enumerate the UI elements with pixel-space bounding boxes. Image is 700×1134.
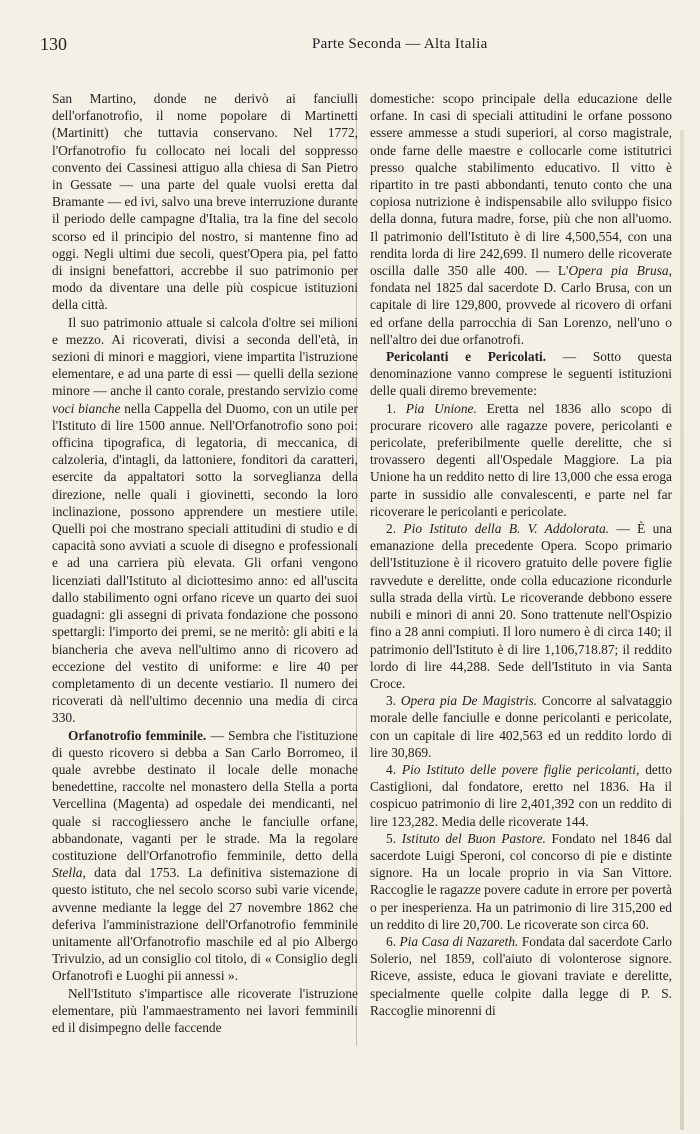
list-item: 2. Pio Istituto della B. V. Addolorata. — È una emanazione della precedente Opera. Scopo primario dell'Istituzione è il ricovero gratuito delle povere figlie ravvedute e derelitte, onde colla educazione ricondurle sulla strada della virtù. Le ricoverande debbono essere nubili e minori di anni 20. Sono trattenute nell'Ospizio fino a 28 anni compiuti. Il loro numero è di circa 140; il patrimonio dell'Istituto è di lire 1,106,718.87; il reddito lordo di lire 44,288. Sede dell'Istituto in via Santa Croce. [370,521,672,691]
list-item: 5. Istituto del Buon Pastore. Fondato nel 1846 dal sacerdote Luigi Speroni, col concorso di pie e distinte signore. Ha un locale proprio in via San Vittore. Raccoglie le ragazze povere cadute in errore per povertà o per inesperienza. Ha un patrimonio di lire 315,200 ed un reddito di lire 20,700. Le ricoverate son circa 60. [370,830,672,932]
running-title: Parte Seconda — Alta Italia [312,36,488,52]
paragraph: domestiche: scopo principale della educazione delle orfane. In casi di speciali attitudini le orfane possono essere ammesse a studi superiori, al corso magistrale, onde farne delle maestre e collocarle come istitutrici presso qualche stabilimento educativo. Il vitto è ripartito in tre pasti abbondanti, tenuto conto che una copiosa nutrizione è indispensabile allo sviluppo fisico della donna, futura madre, forse, più che non all'uomo. Il patrimonio dell'Istituto è di lire 4,500,554, con una rendita lorda di lire 242,699. Il numero delle ricoverate oscilla dalle 350 alle 400. — L'Opera pia Brusa, fondata nel 1825 dal sacerdote D. Carlo Brusa, con un capitale di lire 129,800, provvede al ricovero di orfani ed orfane della parrocchia di San Lorenzo, nell'uno o nell'altro dei due orfanotrofi. [370,91,672,347]
paragraph: Pericolanti e Pericolati. — Sotto questa denominazione vanno comprese le seguenti istituzioni delle quali diremo brevemente: [370,349,673,399]
page-header [40,34,660,56]
list-item: 4. Pio Istituto delle povere figlie pericolanti, detto Castiglioni, dal fondatore, eretto nel 1836. Ha il cospicuo patrimonio di lire 2,401,392 con un reddito di lire 123,282. Media delle ricoverate 144. [370,761,672,829]
paragraph: Il suo patrimonio attuale si calcola d'oltre sei milioni e mezzo. Ai ricoverati, divisi a seconda dell'età, in sezioni di minori e maggiori, viene impartita l'istruzione elementare, e ad una parte di essi — quelli della sezione minore — anche il canto corale, prestando servizio come voci bianche nella Cappella del Duomo, con un utile per l'Istituto di lire 1500 annue. Nell'Orfanotrofio sono poi: officina tipografica, di legatoria, di meccanica, di calzoleria, d'intagli, da lattoniere, fonditori da caratteri, esercite da appaltatori sotto la sorveglianza della direzione, nelle quali i giovinetti, secondo la loro inclinazione, possono apprendere un mestiere utile. Quelli poi che mostrano speciali attitudini di studio e di capacità sono avviati a scuole di disegno e professionali e ad una carriera più elevata. Gli orfani vengono licenziati dall'Istituto al diciottesimo anno: ed all'uscita dallo stabilimento ogni orfano riceve un quarto dei suoi guadagni: gli assegni di privata fondazione che possono spettargli: l'importo dei premi, se ne meritò: gli abiti e la biancheria che aveva nell'ultimo anno di ricovero ad eccezione del vestito di uniforme: e lire 40 per completamento di un decente vestiario. Il numero dei ricoverati dà nell'ultimo decennio una media di circa 330. [52,314,358,726]
list-item: 6. Pia Casa di Nazareth. Fondata dal sacerdote Carlo Solerio, nel 1859, coll'aiuto di volonterose signore. Riceve, assiste, educa le giovani traviate e derelitte, specialmente quelle colpite dalla legge di P. S. Raccoglie minorenni di [370,933,672,1018]
paragraph: Orfanotrofio femminile. — Sembra che l'istituzione di questo ricovero si debba a San Carlo Borromeo, il quale avrebbe destinato il locale delle monache benedettine, raccolte nel monastero della Stella a porta Vercellina (Magenta) ad ospedale dei mendicanti, nel quale si raccogliessero anche le fanciulle orfane, abbandonate, vaganti per le strade. Ma la regolare costituzione dell'Orfanotrofio femminile, detto della Stella, data dal 1753. La definitiva sistemazione di questo istituto, che nel secolo scorso subì varie vicende, avvenne mediante la legge del 27 novembre 1862 che deferiva l'amministrazione dell'Orfanotrofio femminile unitamente all'Orfanotrofio maschile ed al pio Albergo Trivulzio, ad un consiglio col titolo, di « Consiglio degli Orfanotrofi e Luoghi pii annessi ». [52,727,358,984]
list-item: 3. Opera pia De Magistris. Concorre al salvataggio morale delle fanciulle e donne pericolanti e pericolate, con un capitale di lire 402,563 ed un reddito lordo di lire 30,869. [370,693,673,760]
section-heading: Orfanotrofio femminile. [68,727,207,743]
paragraph: San Martino, donde ne derivò ai fanciulli dell'orfanotrofio, il nome popolare di Martinetti (Martinitt) che tuttavia conservano. Nel 1772, l'Orfanotrofio fu collocato nei locali del soppresso convento dei Cassinesi attiguo alla chiesa di San Pietro in Gessate — una parte del quale vuolsi eretta dal Bramante — ed ivi, salvo una breve interruzione durante il periodo delle campagne d'Italia, tra la fine del secolo scorso ed il principio del nostro, si mantenne fino ad oggi. Negli ultimi due secoli, quest'Opera pia, pel fatto di insigni benefattori, accrebbe il suo patrimonio per modo da diventare una delle più cospicue istituzioni della città. [52,91,358,313]
right-column [370,90,672,1019]
section-heading: Pericolanti e Pericolati. [386,349,547,365]
page-number: 130 [40,34,67,54]
left-column [52,90,358,1036]
list-item: 1. Pia Unione. Eretta nel 1836 allo scopo di procurare ricovero alle ragazze povere, pericolanti e pericolate, preferibilmente quelle derelitte, che si trovassero degenti all'Ospedale Maggiore. La pia Unione ha un reddito netto di lire 13,000 che essa eroga parte in sussidio alle convalescenti, e parte nel far ricoverare le pericolanti e pericolate. [370,400,673,519]
paragraph: Nell'Istituto s'impartisce alle ricoverate l'istruzione elementare, più l'ammaestramento nei lavori femminili ed il disimpegno delle faccende [52,985,358,1035]
page-edge-shadow [680,130,684,1130]
